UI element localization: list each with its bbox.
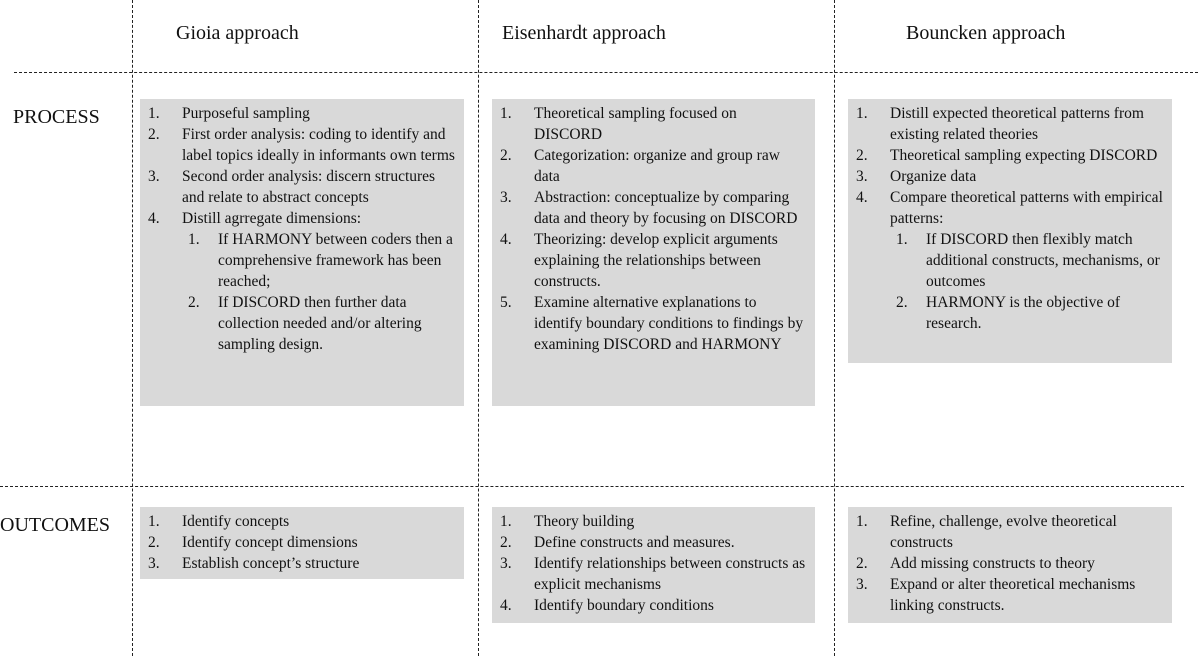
- column-divider-1: [132, 0, 133, 656]
- list-item: 2. First order analysis: coding to identify and label topics ideally in informants own terms: [148, 126, 455, 164]
- list-item: 3. Expand or alter theoretical mechanisms linking constructs.: [856, 576, 1136, 614]
- list-item: 4. Compare theoretical patterns with empirical patterns:: [856, 189, 1163, 227]
- header-bouncken: Bouncken approach: [906, 22, 1066, 44]
- list-item: 2. Categorization: organize and group raw data: [500, 147, 780, 185]
- list-item: 2. Theoretical sampling expecting DISCORD: [856, 147, 1158, 164]
- list-item: 4. Identify boundary conditions: [500, 597, 714, 614]
- sub-list-item: 1. If HARMONY between coders then a comprehensive framework has been reached;: [188, 231, 453, 290]
- list-item: 3. Identify relationships between constructs as explicit mechanisms: [500, 555, 806, 593]
- list-item: 1. Theoretical sampling focused on DISCORD: [500, 105, 737, 143]
- list-item: 2. Add missing constructs to theory: [856, 555, 1095, 572]
- list-item: 3. Abstraction: conceptualize by comparing data and theory by focusing on DISCORD: [500, 189, 798, 227]
- list-item: 3. Second order analysis: discern structures and relate to abstract concepts: [148, 168, 436, 206]
- list-item: 2. Define constructs and measures.: [500, 534, 735, 551]
- row-divider: [0, 486, 1184, 487]
- process-eisenhardt-box: [492, 99, 815, 406]
- process-gioia-box: [140, 99, 464, 406]
- list-item: 4. Theorizing: develop explicit arguments explaining the relationships between constructs.: [500, 231, 778, 290]
- list-item: 1. Refine, challenge, evolve theoretical constructs: [856, 513, 1117, 551]
- sub-list-item: 1. If DISCORD then flexibly match additional constructs, mechanisms, or outcomes: [896, 231, 1160, 290]
- list-item: 5. Examine alternative explanations to identify boundary conditions to findings by examining DISCORD and HARMONY: [500, 294, 804, 353]
- list-item: 2. Identify concept dimensions: [148, 534, 358, 551]
- list-item: 1. Theory building: [500, 513, 635, 530]
- outcomes-eisenhardt-box: [492, 507, 815, 623]
- sub-list-item: 2. HARMONY is the objective of research.: [896, 294, 1121, 332]
- list-item: 4. Distill agrregate dimensions:: [148, 210, 362, 227]
- row-label-process: PROCESS: [13, 106, 100, 128]
- row-label-outcomes: OUTCOMES: [0, 514, 111, 536]
- list-item: 3. Organize data: [856, 168, 977, 185]
- header-gioia: Gioia approach: [176, 22, 299, 44]
- header-divider: [14, 72, 1198, 73]
- column-divider-2: [478, 0, 479, 656]
- list-item: 3. Establish concept’s structure: [148, 555, 360, 572]
- list-item: 1. Identify concepts: [148, 513, 290, 530]
- column-divider-3: [834, 0, 835, 656]
- header-eisenhardt: Eisenhardt approach: [502, 22, 666, 44]
- list-item: 1. Distill expected theoretical patterns from existing related theories: [856, 105, 1144, 143]
- outcomes-gioia-box: [140, 507, 464, 579]
- process-bouncken-box: [848, 99, 1172, 363]
- list-item: 1. Purposeful sampling: [148, 105, 310, 122]
- outcomes-bouncken-box: [848, 507, 1172, 623]
- sub-list-item: 2. If DISCORD then further data collection needed and/or altering sampling design.: [188, 294, 422, 353]
